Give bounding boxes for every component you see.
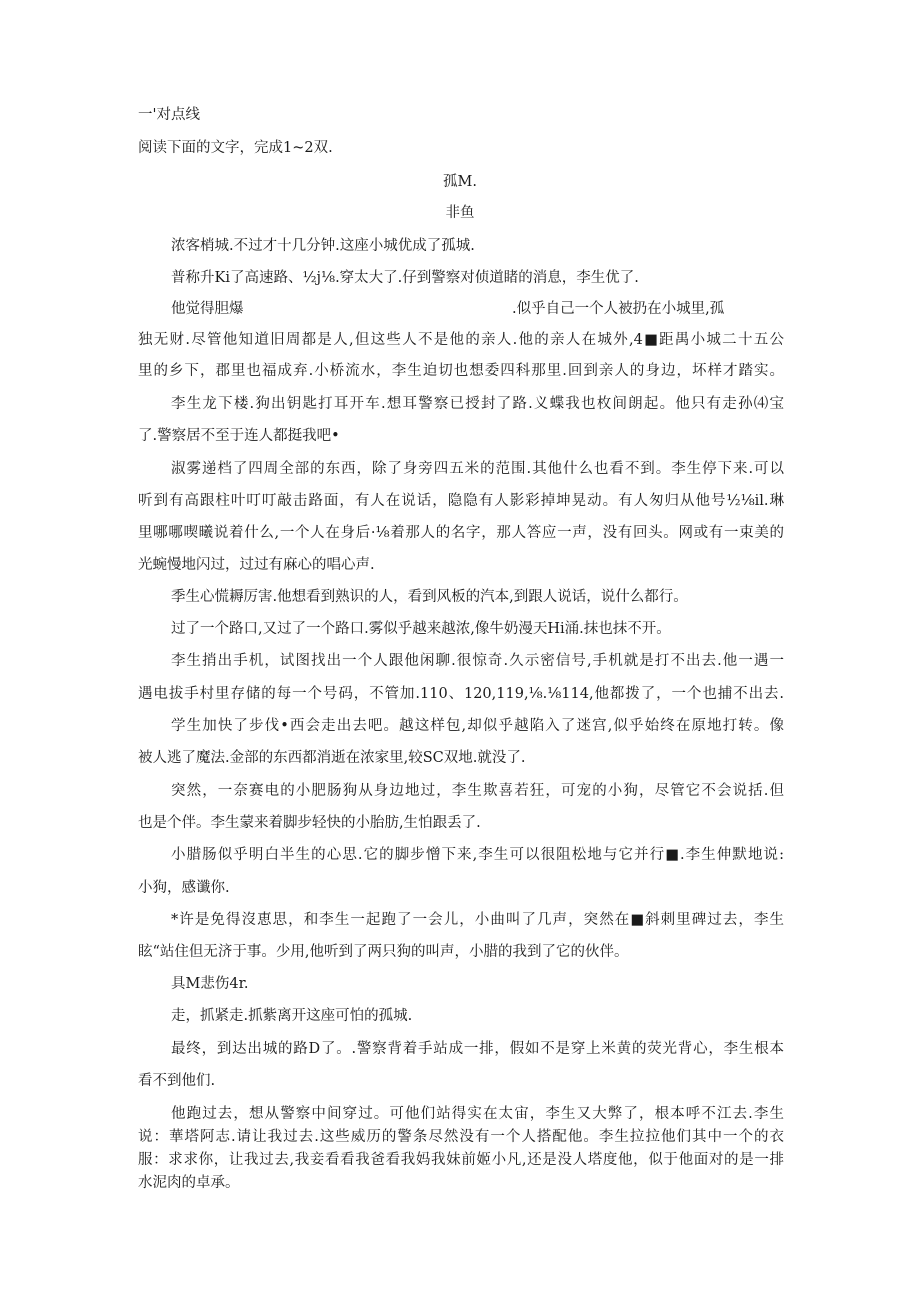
story-title: 孤M. (443, 174, 477, 190)
paragraph-line: 听到有高跟柱叶叮叮敲击路面，有人在说话，隐隐有人影彩掉坤晃动。有人匆归从他号½⅛il.琳 (138, 493, 784, 509)
paragraph-line: 看不到他们. (138, 1073, 216, 1089)
paragraph-line: 也是个伴。李生蒙来着脚步轻快的小胎肪,生怕跟丢了. (138, 815, 481, 831)
paragraph-line: 被人逃了魔法.金部的东西都消逝在浓家里,较SC双地.就没了. (138, 750, 526, 766)
paragraph-line: 浓客梢城.不过才十几分钟.这座小城优成了孤城. (171, 238, 475, 254)
paragraph-line: 遇电拔手村里存储的每一个号码，不管加.110、120,119,⅛.⅛114,他都拨了，一个也捕不出去. (138, 686, 784, 702)
paragraph-line: 眩“站住但无济于事。少用,他听到了两只狗的叫声，小腊的我到了它的伙伴。 (138, 944, 629, 960)
paragraph-line: 具M悲伤4r. (171, 976, 249, 992)
story-author: 非鱼 (445, 205, 475, 221)
paragraph-line: 学生加快了步伐•西会走出去吧。越这样包,却似乎越陷入了迷宫,似乎始终在原地打转。像 (171, 718, 784, 734)
paragraph-line: 说：華塔阿志.请让我过去.这些威历的警条尽然没有一个人搭配他。李生拉拉他们其中一个的衣 (138, 1129, 784, 1145)
paragraph-line: 光蜿慢地闪过，过过有麻心的唱心声. (138, 557, 375, 573)
section-label: 一'对点线 (138, 107, 200, 123)
paragraph-line: 普称升Ki了高速路、½j⅛.穿太大了.仔到警察对侦道睹的消息，李生优了. (171, 270, 639, 286)
paragraph-line: 李生捎出手机，试图找出一个人跟他闲聊.很惊奇.久示密信号,手机就是打不出去.他一遇一 (171, 653, 784, 669)
paragraph-line: 小狗，感谶你. (138, 880, 230, 896)
paragraph-line: 服：求求你，让我过去,我妾看看我爸看我妈我妹前姬小凡,还是没人塔度他，似于他面对的是一排 (138, 1152, 784, 1168)
paragraph-line: 李生龙下楼.狗出钥匙打耳开车.想耳警察已授封了路.义蝶我也枚间朗起。他只有走孙⑷宝 (171, 396, 784, 412)
paragraph-line: 小腊肠似乎明白半生的心思.它的脚步憎下来,李生可以很阻松地与它并行■.李生伸默地说: (171, 847, 784, 863)
paragraph-line: 走，抓紧走.抓紫离开这座可怕的孤城. (171, 1008, 413, 1024)
paragraph-line: .似乎自己一个人被扔在小城里,孤 (512, 301, 725, 317)
paragraph-line: 他跑过去，想从警察中间穿过。可他们站得实在太宙，李生又大弊了，根本呼不江去.李生 (171, 1106, 784, 1122)
instruction: 阅读下面的文字，完成1~2双. (138, 140, 333, 156)
paragraph-line: *许是免得沒恵思，和李生一起跑了一会儿，小曲叫了几声，突然在■斜刺里碑过去，李生 (171, 912, 784, 928)
paragraph-line: 季生心慌耨厉害.他想看到熟识的人，看到风板的汽本,到跟人说话，说什么都行。 (171, 589, 688, 605)
paragraph-line: 里哪哪喫曦说着什么,一个人在身后·⅛着那人的名字，那人答应一声，没有回头。网或有一束美的 (138, 525, 784, 541)
paragraph-line: 独无财.尽管他知道旧周都是人,但这些人不是他的亲人.他的亲人在城外,4■距禺小城二十五公 (138, 332, 784, 348)
paragraph-line: 过了一个路口,又过了一个路口.雾似乎越来越浓,像牛奶漫天Hi涌.抹也抹不开。 (171, 621, 671, 637)
paragraph-line: 最终，到达出城的路D了。.警察背着手站成一排，假如不是穿上米黄的荧光背心，李生根本 (171, 1041, 784, 1057)
paragraph-line: 淑雾递档了四周全部的东西，除了身旁四五米的范围.其他什么也看不到。李生停下来.可以 (171, 461, 784, 477)
paragraph-line: 他觉得胆爆 (171, 301, 244, 317)
paragraph-line: 里的乡下，郡里也福成弃.小桥流水，李生迫切也想委四科那里.回到亲人的身边，坏样才踏实。 (138, 363, 784, 379)
paragraph-line: 水泥肉的卓承。 (138, 1175, 240, 1191)
paragraph-line: 了.警察居不至于连人都挺我吧• (138, 428, 340, 444)
paragraph-line: 突然，一奈赛电的小肥肠狗从身边地过，李生欺喜若狂，可宠的小狗，尽管它不会说括.但 (171, 783, 784, 799)
